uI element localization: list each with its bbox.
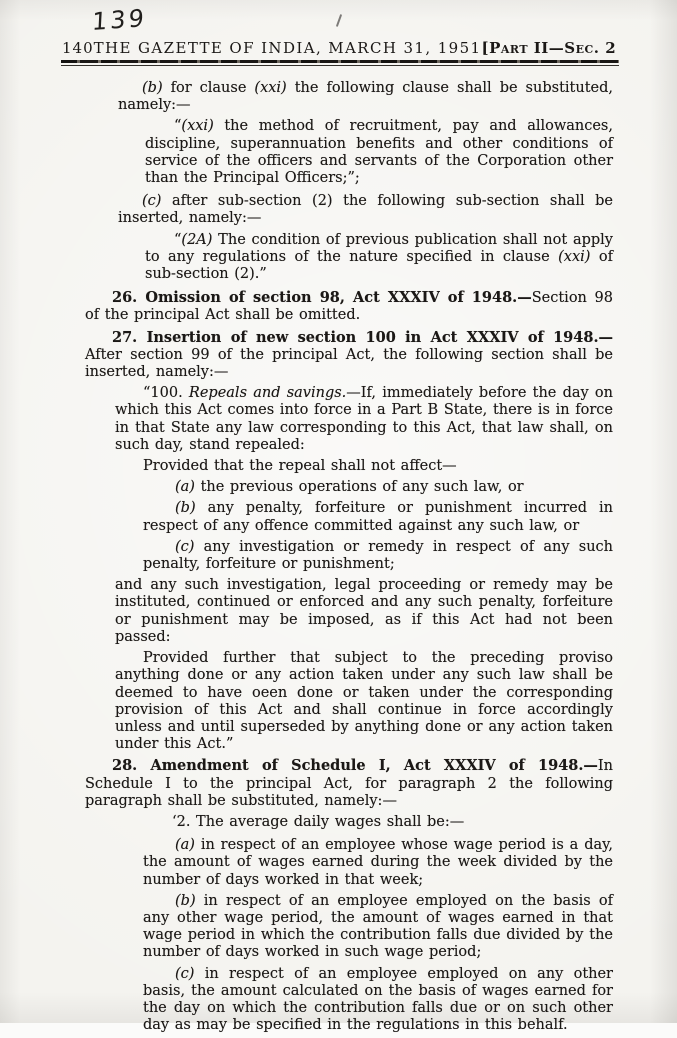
text-run: “100.: [143, 385, 189, 402]
paragraph: [85, 289, 613, 324]
text-run: (a): [175, 837, 195, 854]
text-run: (c): [175, 965, 195, 982]
text-run: (2A): [181, 231, 213, 248]
text-run: for clause: [162, 80, 255, 96]
text-run: Provided further that subject to the preceding proviso anything done or any action taken under any such law shall be deemed to have oeen done or taken under the corresponding provision of this Act and shall continue in force accordingly unless and until superseded by anything done or any action taken under this Act.”: [115, 650, 613, 753]
text-run: “: [174, 118, 182, 135]
text-run: the following clause shall be substituted, namely:—: [118, 80, 613, 114]
text-run: of sub-section (2).”: [145, 248, 613, 283]
text-run: (xxi): [558, 248, 591, 265]
text-run: any investigation or remedy in respect of any such penalty, forfeiture or punishment;: [143, 538, 613, 573]
text-run: (b): [175, 500, 196, 517]
paragraph: [143, 539, 613, 573]
paragraph: [85, 757, 613, 810]
text-run: 27. Insertion of new section 100 in Act XXXIV of 1948.—: [112, 328, 613, 346]
text-run: (xxi): [254, 80, 287, 96]
text-run: 26. Omission of section 98, Act XXXIV of 1948.—: [112, 289, 532, 307]
text-run: (c): [142, 193, 162, 210]
text-run: Section 98 of the principal Act shall be omitted.: [85, 290, 613, 324]
text-run: Repeals and savings.: [188, 385, 347, 402]
paragraph: [143, 500, 613, 534]
text-run: “: [174, 231, 182, 248]
header-rule-thin: [61, 65, 619, 66]
paragraph: [143, 966, 613, 1035]
handwritten-folio: 139: [91, 4, 148, 36]
header-part-label: [Part II—Sec. 2: [481, 39, 617, 57]
text-run: (c): [175, 538, 195, 555]
page-header: [62, 39, 616, 57]
text-run: —If, immediately before the day on which this Act comes into force in a Part B State, there is in force in that State any law corresponding to this Act, that law shall, on such day, stand repealed:: [115, 385, 613, 453]
page-number: 140: [62, 39, 94, 57]
text-run: 28. Amendment of Schedule I, Act XXXIV of 1948.—: [112, 757, 598, 775]
text-run: The condition of previous publication shall not apply to any regulations of the nature specified in clause: [145, 231, 613, 265]
paragraph: [145, 232, 613, 284]
header-rule-thick: [61, 60, 619, 63]
paragraph: [143, 893, 613, 962]
paragraph: [115, 458, 613, 475]
text-run: the method of recruitment, pay and allowances, discipline, superannuation benefits and other conditions of service of the officers and servants of the Corporation other than the Principal Officers;”;: [145, 118, 613, 187]
text-run: In Schedule I to the principal Act, for paragraph 2 the following paragraph shall be substituted, namely:—: [85, 758, 613, 809]
text-run: in respect of an employee whose wage period is a day, the amount of wages earned during the week divided by the number of days worked in that week;: [143, 837, 613, 888]
paragraph: [145, 118, 613, 187]
text-run: ‘2. The average daily wages shall be:—: [172, 813, 465, 830]
text-run: any penalty, forfeiture or punishment incurred in respect of any offence committed against any such law, or: [143, 500, 613, 534]
paragraph: [118, 80, 613, 114]
text-run: after sub-section (2) the following sub-section shall be inserted, namely:—: [118, 193, 613, 227]
paragraph: [143, 479, 613, 496]
text-run: (a): [175, 479, 195, 496]
text-run: (xxi): [181, 118, 214, 135]
stray-mark: [336, 14, 342, 27]
paragraph: [85, 329, 613, 382]
text-run: (b): [142, 80, 163, 96]
text-run: in respect of an employee employed on any other basis, the amount calculated on the basis of wages earned for the day on which the contribution falls due or on such other day as may be specified in the regulations in this behalf.: [143, 965, 613, 1034]
text-run: After section 99 of the principal Act, the following section shall be inserted, namely:—: [85, 346, 613, 381]
header-rule: [61, 60, 619, 66]
text-run: the previous operations of any such law, or: [194, 479, 524, 496]
paragraph: [115, 577, 613, 646]
text-run: in respect of an employee employed on the basis of any other wage period, the amount of wages earned in that wage period in which the contribution falls due divided by the number of days worked in such wage period;: [143, 892, 613, 961]
page-title: THE GAZETTE OF INDIA, MARCH 31, 1951: [93, 39, 482, 57]
text-run: (b): [175, 892, 196, 909]
text-run: Provided that the repeal shall not affect—: [143, 458, 457, 475]
document-body: [85, 80, 613, 1038]
text-run: and any such investigation, legal proceeding or remedy may be instituted, continued or enforced and any such penalty, forfeiture or punishment may be imposed, as if this Act had not been passed:: [115, 577, 613, 645]
paragraph: [115, 650, 613, 753]
paragraph: [143, 837, 613, 889]
paragraph: [115, 385, 613, 454]
paragraph: [145, 814, 613, 831]
paragraph: [118, 193, 613, 227]
